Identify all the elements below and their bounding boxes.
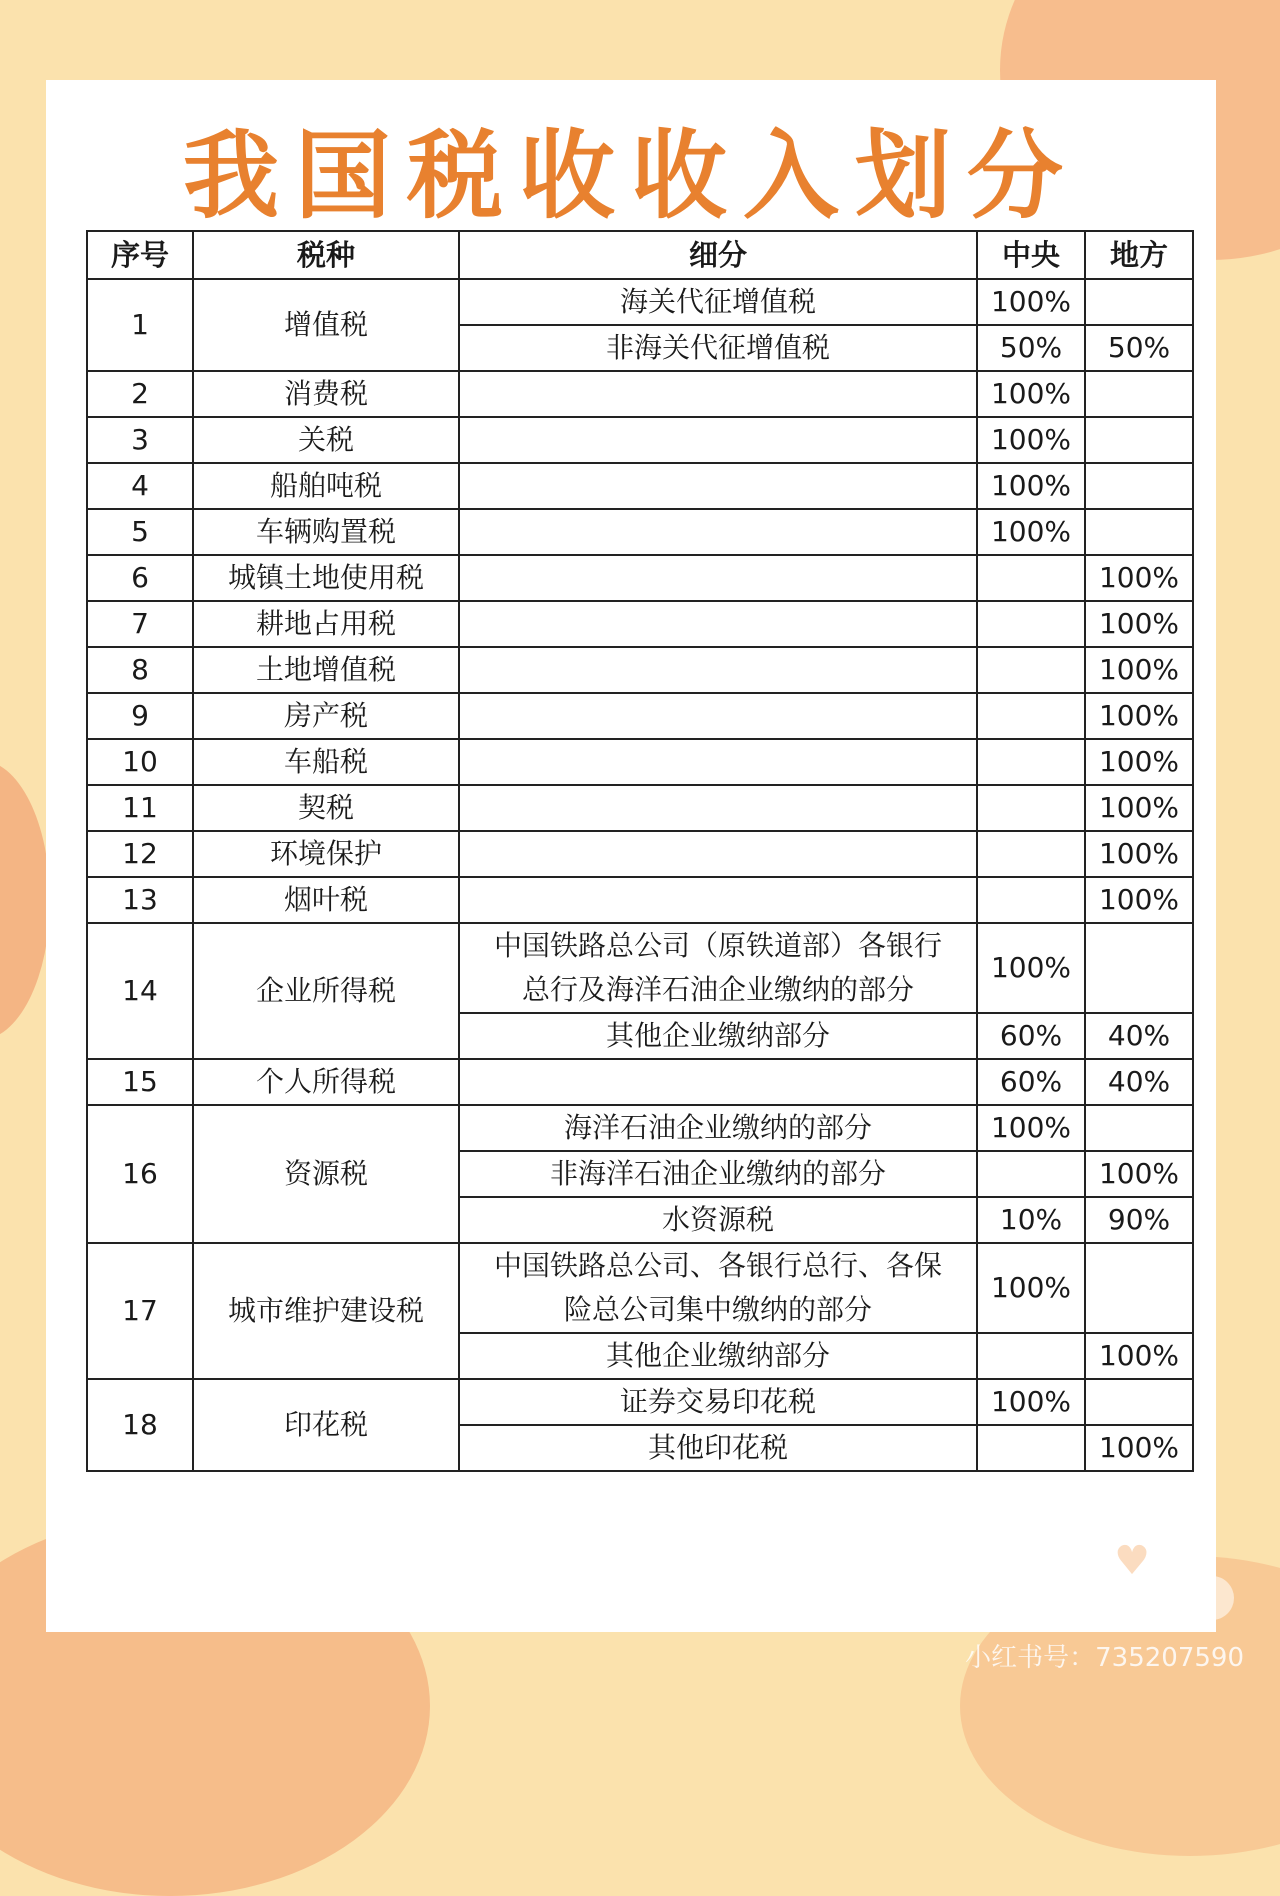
cell-subdivision [459, 831, 977, 877]
cell-no: 17 [87, 1243, 193, 1379]
cell-tax-type: 环境保护 [193, 831, 459, 877]
cell-central-share: 100% [977, 371, 1085, 417]
cell-local-share [1085, 923, 1193, 1013]
cell-local-share: 100% [1085, 555, 1193, 601]
cell-local-share: 100% [1085, 1151, 1193, 1197]
document-card [46, 80, 1216, 1632]
cell-central-share [977, 601, 1085, 647]
cell-local-share [1085, 463, 1193, 509]
cell-central-share: 100% [977, 463, 1085, 509]
cell-local-share [1085, 1379, 1193, 1425]
cell-tax-type: 房产税 [193, 693, 459, 739]
cell-no: 14 [87, 923, 193, 1059]
cell-local-share: 100% [1085, 877, 1193, 923]
cell-tax-type: 城镇土地使用税 [193, 555, 459, 601]
cell-subdivision [459, 371, 977, 417]
cell-central-share: 100% [977, 417, 1085, 463]
cell-tax-type: 增值税 [193, 279, 459, 371]
cell-central-share [977, 693, 1085, 739]
cell-no: 11 [87, 785, 193, 831]
cell-no: 3 [87, 417, 193, 463]
cell-tax-type: 契税 [193, 785, 459, 831]
cell-no: 13 [87, 877, 193, 923]
cell-tax-type: 车辆购置税 [193, 509, 459, 555]
cell-subdivision [459, 509, 977, 555]
cell-tax-type: 企业所得税 [193, 923, 459, 1059]
cell-no: 12 [87, 831, 193, 877]
cell-tax-type: 土地增值税 [193, 647, 459, 693]
cell-no: 2 [87, 371, 193, 417]
table-row [87, 555, 1193, 601]
cell-local-share: 100% [1085, 647, 1193, 693]
cell-central-share [977, 1333, 1085, 1379]
cell-local-share [1085, 371, 1193, 417]
table-row [87, 739, 1193, 785]
table-row [87, 417, 1193, 463]
table-header-row [87, 231, 1193, 279]
table-row [87, 693, 1193, 739]
table-row [87, 923, 1193, 1013]
cell-subdivision [459, 739, 977, 785]
header-tax: 税种 [193, 231, 459, 279]
cell-subdivision [459, 785, 977, 831]
cell-local-share: 40% [1085, 1013, 1193, 1059]
cell-central-share: 100% [977, 1243, 1085, 1333]
cell-local-share: 50% [1085, 325, 1193, 371]
cell-central-share: 100% [977, 923, 1085, 1013]
tax-table [86, 230, 1194, 1472]
cell-local-share: 100% [1085, 1425, 1193, 1471]
cell-local-share [1085, 279, 1193, 325]
cell-local-share: 100% [1085, 785, 1193, 831]
table-row [87, 279, 1193, 325]
cell-subdivision [459, 463, 977, 509]
cell-subdivision: 非海关代征增值税 [459, 325, 977, 371]
cell-local-share: 90% [1085, 1197, 1193, 1243]
cell-central-share: 100% [977, 1379, 1085, 1425]
cell-subdivision: 其他企业缴纳部分 [459, 1333, 977, 1379]
cell-subdivision: 海关代征增值税 [459, 279, 977, 325]
cell-local-share: 100% [1085, 1333, 1193, 1379]
page-title: 我国税收收入划分 [183, 120, 1079, 232]
table-row [87, 371, 1193, 417]
cell-tax-type: 印花税 [193, 1379, 459, 1471]
table-row [87, 785, 1193, 831]
heart-icon: ♥ [1114, 1538, 1150, 1584]
cell-subdivision: 其他企业缴纳部分 [459, 1013, 977, 1059]
cell-subdivision: 中国铁路总公司、各银行总行、各保险总公司集中缴纳的部分 [459, 1243, 977, 1333]
cell-subdivision [459, 417, 977, 463]
table-row [87, 509, 1193, 555]
decor-blob [0, 760, 50, 1040]
cell-local-share [1085, 417, 1193, 463]
cell-central-share [977, 877, 1085, 923]
cell-central-share [977, 1151, 1085, 1197]
cell-subdivision [459, 1059, 977, 1105]
cell-central-share: 10% [977, 1197, 1085, 1243]
cell-local-share: 100% [1085, 601, 1193, 647]
header-central: 中央 [977, 231, 1085, 279]
cell-subdivision: 中国铁路总公司（原铁道部）各银行总行及海洋石油企业缴纳的部分 [459, 923, 977, 1013]
cell-subdivision [459, 555, 977, 601]
cell-central-share: 60% [977, 1059, 1085, 1105]
cell-subdivision: 其他印花税 [459, 1425, 977, 1471]
watermark-logo [1138, 1576, 1234, 1620]
cell-no: 10 [87, 739, 193, 785]
cell-subdivision: 海洋石油企业缴纳的部分 [459, 1105, 977, 1151]
cell-central-share [977, 647, 1085, 693]
table-row [87, 463, 1193, 509]
cell-no: 5 [87, 509, 193, 555]
cell-subdivision [459, 693, 977, 739]
cell-no: 4 [87, 463, 193, 509]
cell-no: 6 [87, 555, 193, 601]
cell-subdivision [459, 601, 977, 647]
cell-central-share: 100% [977, 279, 1085, 325]
header-no: 序号 [87, 231, 193, 279]
cell-subdivision: 水资源税 [459, 1197, 977, 1243]
cell-no: 9 [87, 693, 193, 739]
table-row [87, 831, 1193, 877]
cell-local-share [1085, 1243, 1193, 1333]
cell-subdivision: 证券交易印花税 [459, 1379, 977, 1425]
cell-no: 7 [87, 601, 193, 647]
cell-tax-type: 消费税 [193, 371, 459, 417]
cell-tax-type: 城市维护建设税 [193, 1243, 459, 1379]
cell-local-share: 100% [1085, 739, 1193, 785]
header-local: 地方 [1085, 231, 1193, 279]
cell-tax-type: 耕地占用税 [193, 601, 459, 647]
cell-local-share [1085, 509, 1193, 555]
cell-no: 15 [87, 1059, 193, 1105]
cell-central-share [977, 785, 1085, 831]
table-row [87, 1243, 1193, 1333]
cell-central-share: 100% [977, 509, 1085, 555]
cell-tax-type: 资源税 [193, 1105, 459, 1243]
cell-local-share: 40% [1085, 1059, 1193, 1105]
table-row [87, 1379, 1193, 1425]
cell-central-share [977, 831, 1085, 877]
table-row [87, 1105, 1193, 1151]
cell-no: 16 [87, 1105, 193, 1243]
cell-central-share: 50% [977, 325, 1085, 371]
cell-tax-type: 船舶吨税 [193, 463, 459, 509]
cell-tax-type: 车船税 [193, 739, 459, 785]
cell-central-share [977, 739, 1085, 785]
cell-central-share [977, 555, 1085, 601]
cell-tax-type: 关税 [193, 417, 459, 463]
cell-subdivision [459, 877, 977, 923]
cell-tax-type: 烟叶税 [193, 877, 459, 923]
header-subdivision: 细分 [459, 231, 977, 279]
cell-tax-type: 个人所得税 [193, 1059, 459, 1105]
table-row [87, 601, 1193, 647]
table-row [87, 877, 1193, 923]
watermark-text: 小红书号：735207590 [965, 1643, 1244, 1673]
table-row [87, 1059, 1193, 1105]
cell-subdivision [459, 647, 977, 693]
cell-no: 18 [87, 1379, 193, 1471]
cell-central-share: 100% [977, 1105, 1085, 1151]
cell-local-share: 100% [1085, 831, 1193, 877]
table-row [87, 647, 1193, 693]
cell-no: 1 [87, 279, 193, 371]
cell-local-share [1085, 1105, 1193, 1151]
cell-subdivision: 非海洋石油企业缴纳的部分 [459, 1151, 977, 1197]
cell-central-share [977, 1425, 1085, 1471]
cell-no: 8 [87, 647, 193, 693]
cell-central-share: 60% [977, 1013, 1085, 1059]
table-body [87, 279, 1193, 1471]
cell-local-share: 100% [1085, 693, 1193, 739]
